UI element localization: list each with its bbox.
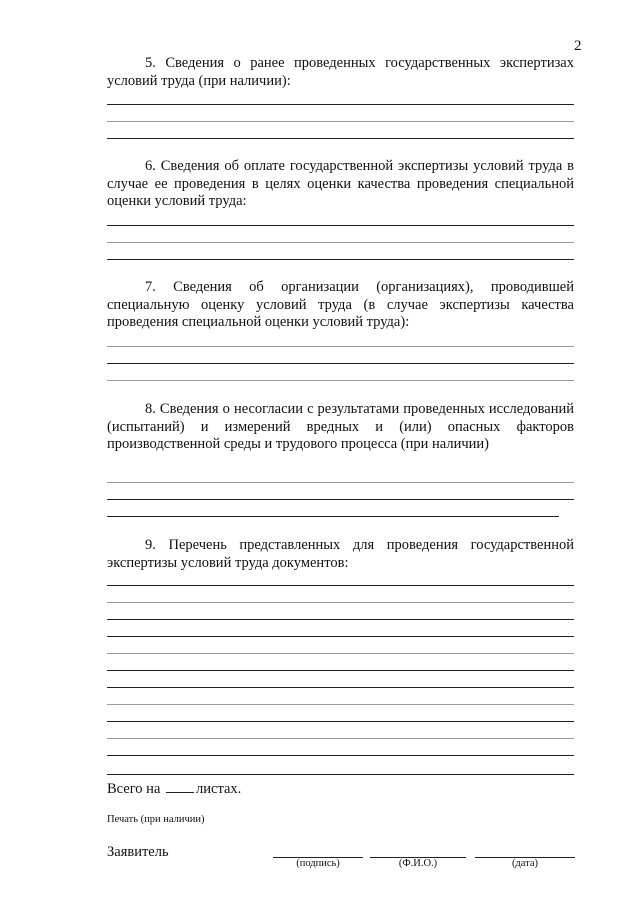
fill-line	[107, 346, 574, 347]
fill-line	[107, 363, 574, 364]
fill-line	[107, 670, 574, 671]
fill-line	[107, 482, 574, 483]
section-6-text: 6. Сведения об оплате государственной экспертизы условий труда в случае ее проведения в целях оценки качества проведения специальной оценки условий труда:	[107, 158, 574, 210]
fill-line	[107, 380, 574, 381]
fill-line	[107, 516, 559, 517]
sheets-prefix: Всего на	[107, 781, 161, 797]
fill-line	[107, 585, 574, 586]
name-caption: (Ф.И.О.)	[398, 858, 438, 869]
sheets-suffix: листах.	[196, 781, 242, 797]
fill-line	[107, 738, 574, 739]
fill-line	[107, 704, 574, 705]
page-number: 2	[574, 38, 582, 54]
fill-line	[107, 225, 574, 226]
sheets-count-blank	[166, 780, 194, 793]
signature-caption: (подпись)	[296, 858, 340, 869]
stamp-note: Печать (при наличии)	[107, 814, 205, 825]
section-5-text: 5. Сведения о ранее проведенных государственных экспертизах условий труда (при наличии):	[107, 55, 574, 89]
fill-line	[107, 138, 574, 139]
sheets-count-line	[107, 780, 241, 798]
fill-line	[107, 499, 574, 500]
fill-line	[107, 602, 574, 603]
fill-line	[107, 721, 574, 722]
fill-line	[107, 687, 574, 688]
fill-line	[107, 104, 574, 105]
applicant-label: Заявитель	[107, 844, 169, 860]
fill-line	[107, 121, 574, 122]
fill-line	[107, 636, 574, 637]
fill-line	[107, 619, 574, 620]
date-caption: (дата)	[511, 858, 539, 869]
section-8-text: 8. Сведения о несогласии с результатами проведенных исследований (испытаний) и измерений вредных и (или) опасных факторов производственной среды и трудового процесса (при наличии)	[107, 401, 574, 453]
section-9-text: 9. Перечень представленных для проведения государственной экспертизы условий труда документов:	[107, 537, 574, 571]
section-7-text: 7. Сведения об организации (организациях), проводившей специальную оценку условий труда (в случае экспертизы качества проведения специальной оценки условий труда):	[107, 279, 574, 331]
fill-line	[107, 259, 574, 260]
fill-line	[107, 755, 574, 756]
fill-line	[107, 774, 574, 775]
fill-line	[107, 242, 574, 243]
fill-line	[107, 653, 574, 654]
